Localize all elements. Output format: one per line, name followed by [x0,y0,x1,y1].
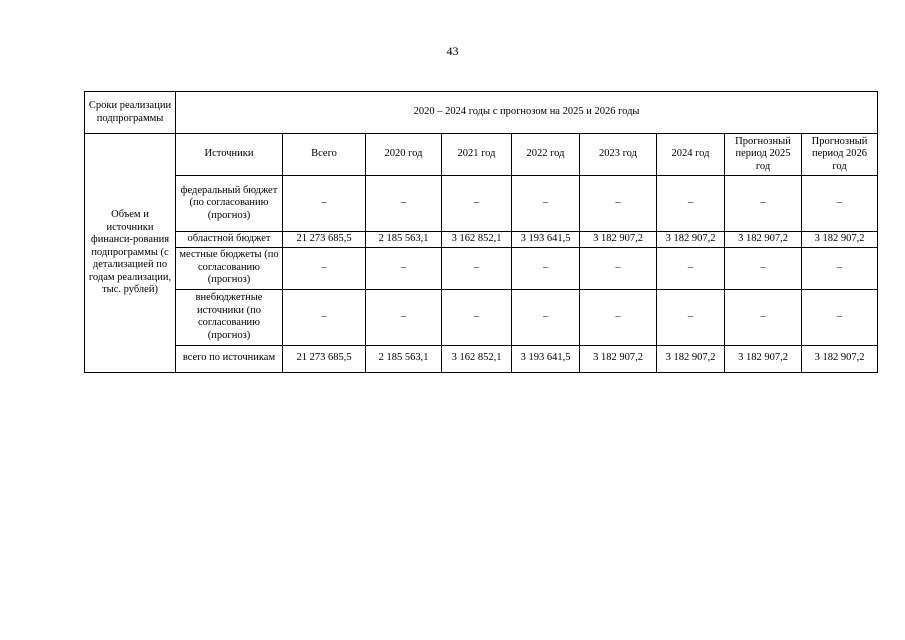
value-cell: – [512,289,580,345]
value-cell: – [725,289,802,345]
header-year: 2024 год [657,134,725,176]
value-cell: 3 162 852,1 [442,232,512,248]
value-cell: – [725,176,802,232]
header-year: 2023 год [580,134,657,176]
timing-value: 2020 – 2024 годы с прогнозом на 2025 и 2026 годы [176,92,878,134]
total-cell: – [283,176,366,232]
value-cell: 3 182 907,2 [802,232,878,248]
total-cell: 21 273 685,5 [283,232,366,248]
value-cell: 3 162 852,1 [442,345,512,372]
value-cell: 3 182 907,2 [802,345,878,372]
header-year: 2022 год [512,134,580,176]
value-cell: – [512,247,580,289]
value-cell: 3 182 907,2 [725,232,802,248]
value-cell: – [366,289,442,345]
table-row [85,247,878,289]
value-cell: – [442,247,512,289]
value-cell: – [512,176,580,232]
total-cell: – [283,247,366,289]
header-total: Всего [283,134,366,176]
value-cell: – [442,289,512,345]
value-cell: – [802,176,878,232]
source-cell: областной бюджет [176,232,283,248]
header-year: 2020 год [366,134,442,176]
value-cell: – [580,289,657,345]
value-cell: 3 182 907,2 [725,345,802,372]
total-cell: 21 273 685,5 [283,345,366,372]
source-cell: федеральный бюджет (по согласованию (прогноз) [176,176,283,232]
value-cell: 2 185 563,1 [366,345,442,372]
table-row [85,232,878,248]
value-cell: – [657,176,725,232]
header-sources: Источники [176,134,283,176]
value-cell: – [802,247,878,289]
funding-label: Объем и источники финанси-рования подпрограммы (с детализацией по годам реализации, тыс. рублей) [85,134,176,373]
timing-label: Сроки реализации подпрограммы [85,92,176,134]
value-cell: – [657,289,725,345]
table-row [85,176,878,232]
subprogram-passport-table [84,91,878,373]
header-year: Прогнозный период 2026 год [802,134,878,176]
value-cell: – [442,176,512,232]
value-cell: – [580,176,657,232]
value-cell: 3 193 641,5 [512,345,580,372]
source-cell: местные бюджеты (по согласованию (прогноз) [176,247,283,289]
value-cell: 2 185 563,1 [366,232,442,248]
value-cell: 3 193 641,5 [512,232,580,248]
value-cell: – [366,176,442,232]
value-cell: – [580,247,657,289]
value-cell: – [657,247,725,289]
source-cell: всего по источникам [176,345,283,372]
total-cell: – [283,289,366,345]
timing-row [85,92,878,134]
source-cell: внебюджетные источники (по согласованию (прогноз) [176,289,283,345]
header-year: Прогнозный период 2025 год [725,134,802,176]
table-row [85,345,878,372]
value-cell: – [366,247,442,289]
header-row [85,134,878,176]
value-cell: 3 182 907,2 [580,232,657,248]
table-row [85,289,878,345]
value-cell: – [725,247,802,289]
value-cell: 3 182 907,2 [580,345,657,372]
header-year: 2021 год [442,134,512,176]
value-cell: – [802,289,878,345]
value-cell: 3 182 907,2 [657,345,725,372]
page-number: 43 [446,44,459,58]
value-cell: 3 182 907,2 [657,232,725,248]
